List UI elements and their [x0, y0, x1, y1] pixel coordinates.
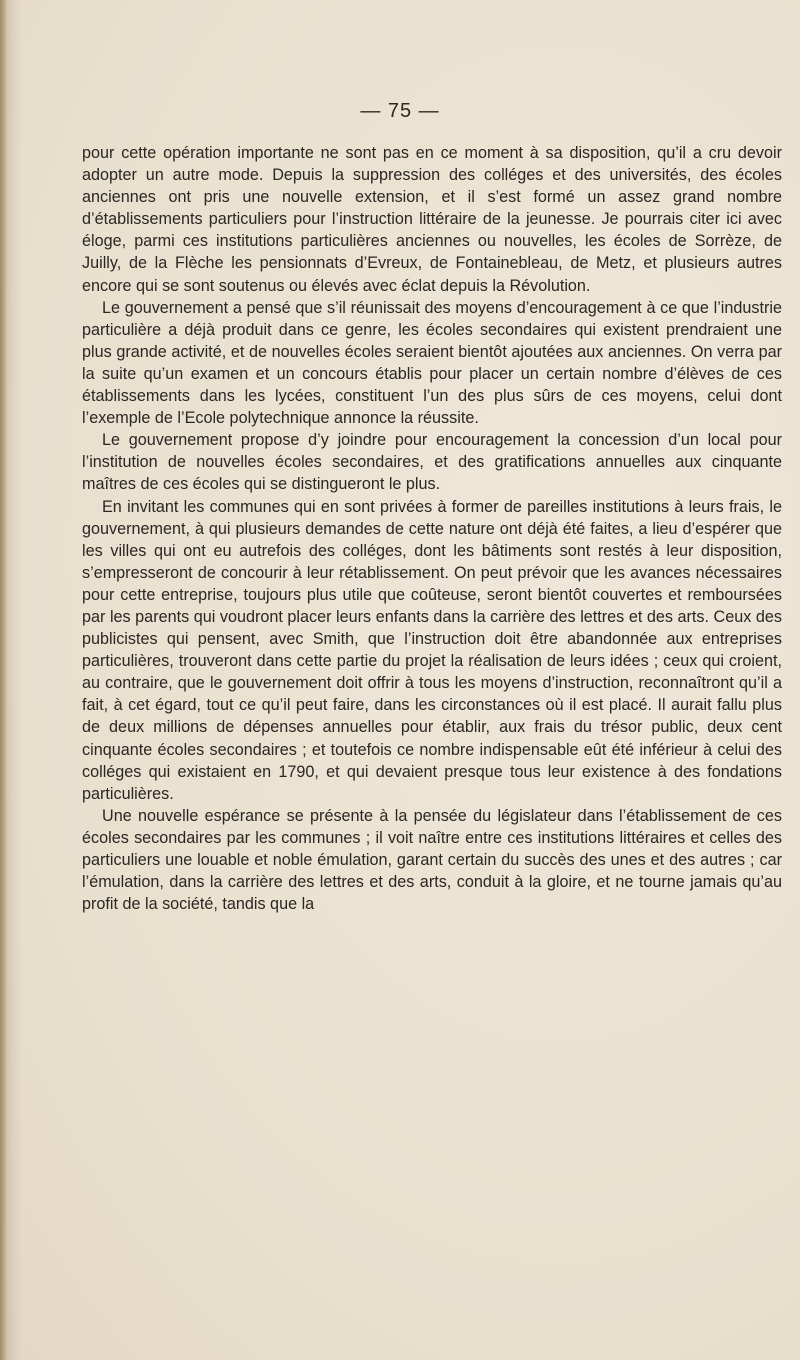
page-number: — 75 —	[360, 100, 440, 122]
paragraph: Le gouvernement a pensé que s’il réunissait des moyens d’encouragement à ce que l’industrie particulière a déjà produit dans ce genre, les écoles secondaires qui existent prendraient une plus grande activité, et de nouvelles écoles seraient bientôt ajoutées aux anciennes. On verra par la suite qu’un examen et un concours établis pour placer un certain nombre d’élèves de ces établissements dans les lycées, constituent l’un des plus sûrs de ces moyens, celui dont l’exemple de l’Ecole polytechnique annonce la réussite.	[82, 298, 782, 428]
paragraph: pour cette opération importante ne sont pas en ce moment à sa disposition, qu’il a cru devoir adopter un autre mode. Depuis la suppression des colléges et des universités, des écoles anciennes ont pris une nouvelle extension, et il s’est formé un assez grand nombre d’établissements particuliers pour l’instruction littéraire de la jeunesse. Je pourrais citer ici avec éloge, parmi ces institutions particulières anciennes ou nouvelles, les écoles de Sorrèze, de Juilly, de la Flèche les pensionnats d’Evreux, de Fontainebleau, de Metz, et plusieurs autres encore qui se sont soutenus ou élevés avec éclat depuis la Révolution.	[82, 144, 782, 295]
paragraph: En invitant les communes qui en sont privées à former de pareilles institutions à leurs frais, le gouvernement, à qui plusieurs demandes de cette nature ont déjà été faites, a lieu d’espérer que les villes qui ont eu autrefois des colléges, dont les bâtiments sont restés à leur disposition, s’empresseront de concourir à leur rétablissement. On peut prévoir que les avances nécessaires pour cette entreprise, toujours plus utile que coûteuse, seront bientôt couvertes et remboursées par les parents qui voudront placer leurs enfants dans la carrière des lettres et des arts. Ceux des publicistes qui pensent, avec Smith, que l’instruction doit être abandonnée aux entreprises particulières, trouveront dans cette partie du projet la réalisation de leurs idées ; ceux qui croient, au contraire, que le gouvernement doit offrir à tous les moyens d’instruction, reconnaîtront qu’il a fait, à cet égard, tout ce qu’il peut faire, dans les circonstances où il est placé. Il aurait fallu plus de deux millions de dépenses annuelles pour établir, aux frais du trésor public, deux cent cinquante écoles secondaires ; et toutefois ce nombre indispensable eût été inférieur à celui des colléges qui existaient en 1790, et qui devaient presque tous leur existence à des fondations particulières.	[82, 497, 782, 803]
body-text	[82, 142, 782, 915]
page-binding-edge	[0, 0, 6, 1360]
paragraph: Une nouvelle espérance se présente à la pensée du législateur dans l’établissement de ces écoles secondaires par les communes ; il voit naître entre ces institutions littéraires et celles des particuliers une louable et noble émulation, garant certain du succès des unes et des autres ; car l’émulation, dans la carrière des lettres et des arts, conduit à la gloire, et ne tourne jamais qu’au profit de la société, tandis que la	[82, 806, 782, 914]
paragraph: Le gouvernement propose d’y joindre pour encouragement la concession d’un local pour l’institution de nouvelles écoles secondaires, et des gratifications annuelles aux cinquante maîtres de ces écoles qui se distingueront le plus.	[82, 431, 782, 494]
